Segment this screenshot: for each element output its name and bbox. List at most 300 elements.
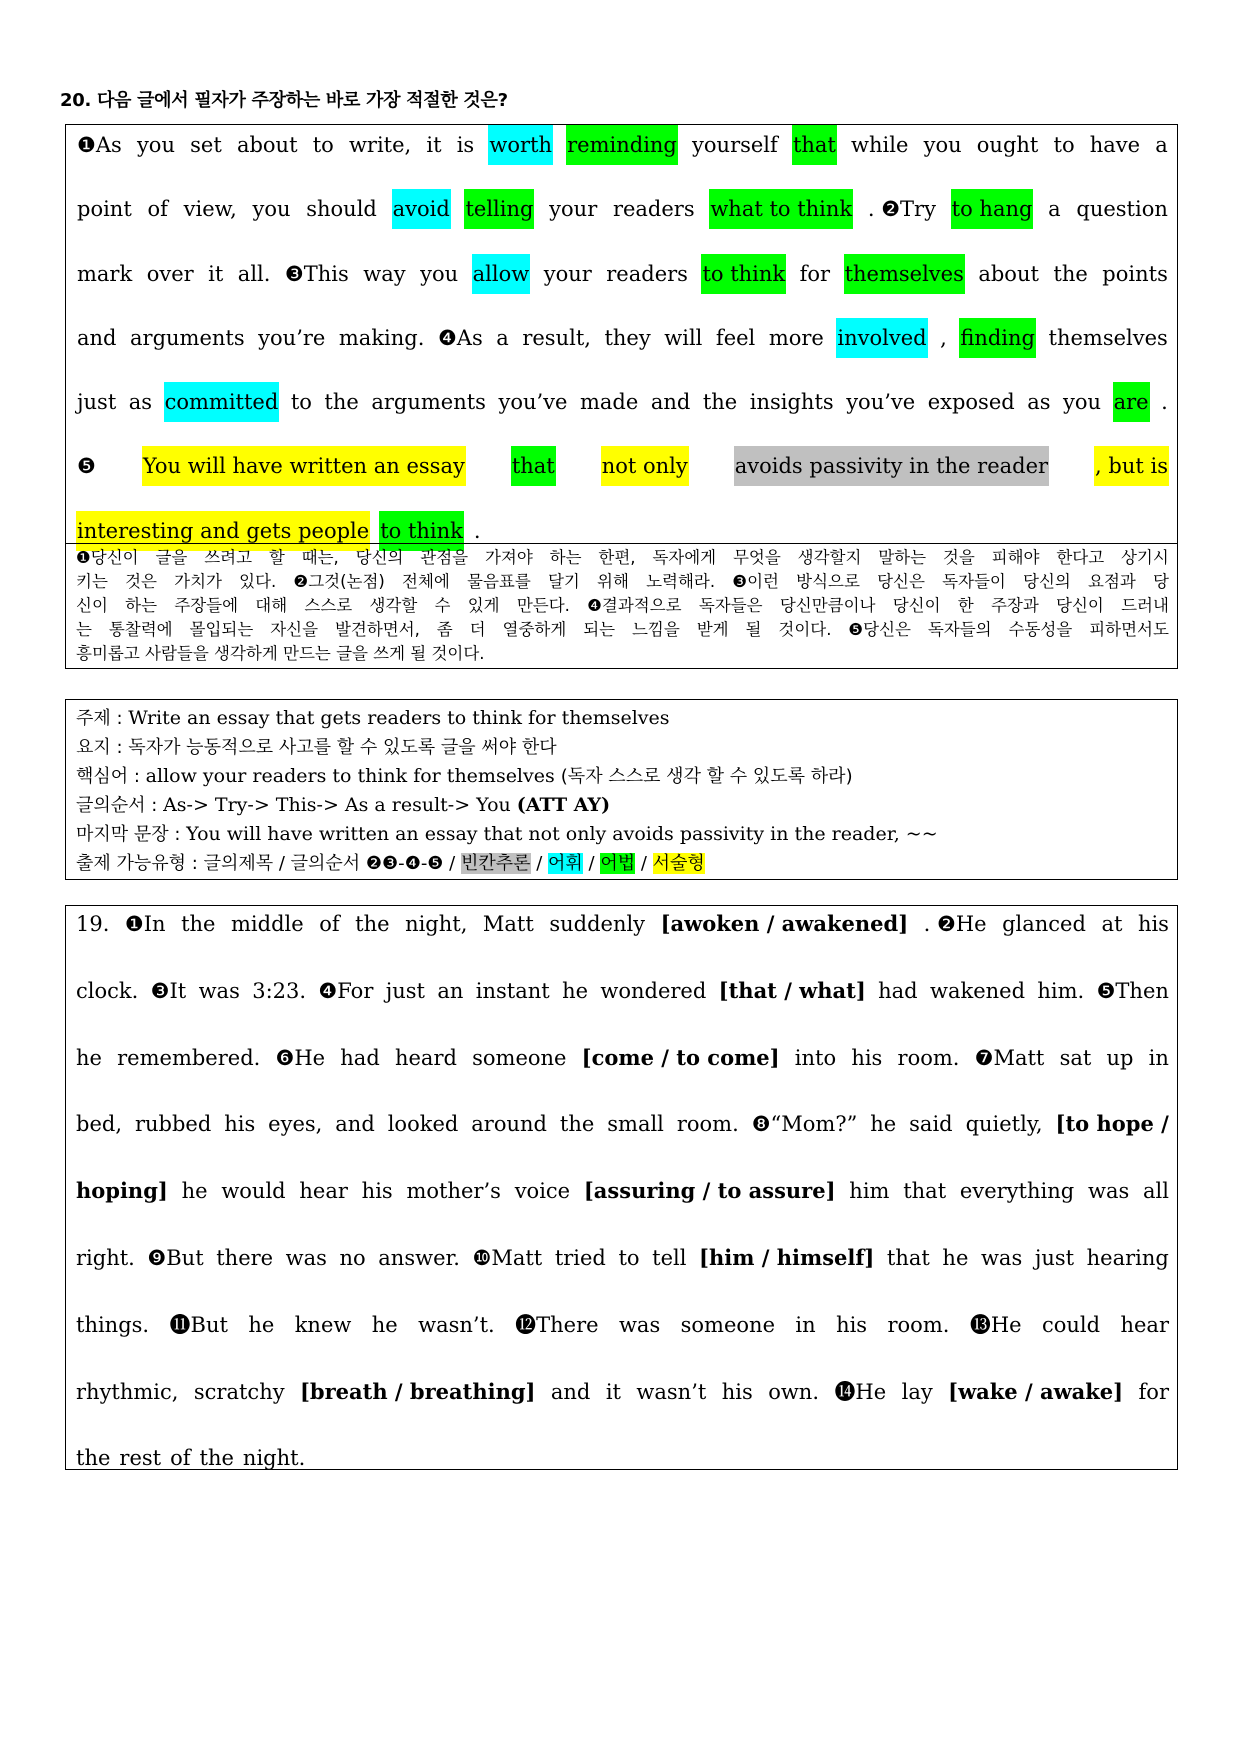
translation-word: 독자에게 [652, 548, 717, 567]
word: remembered. [117, 1045, 261, 1070]
question-type: 빈칸추론 [460, 853, 531, 874]
word: just [77, 390, 117, 415]
word: made [579, 390, 639, 415]
passage-line [76, 1173, 1169, 1240]
translation-word: 발견하면서, [334, 620, 420, 639]
word: ❺ [77, 454, 96, 479]
order-row [76, 791, 1167, 820]
word: rest [119, 1446, 162, 1471]
word: ⓬There [515, 1312, 599, 1337]
word: hear [299, 1179, 348, 1204]
translation-word: 스스로 [304, 596, 353, 615]
translation-word: 통찰력에 [108, 620, 173, 639]
word: answer. [378, 1245, 460, 1270]
word: ❸It [150, 978, 187, 1003]
word: heard [394, 1045, 457, 1070]
passage-line [76, 1374, 1169, 1441]
word: glanced [1002, 912, 1086, 936]
word: wondered [600, 978, 707, 1003]
word: ought [976, 133, 1039, 157]
gist-label: 요지 : [76, 737, 129, 758]
word: it [208, 261, 224, 286]
word: point [77, 197, 132, 222]
passage-line [76, 906, 1169, 973]
word: the [76, 1446, 111, 1471]
answer-choice-bracket: hoping] [76, 1178, 168, 1204]
word: a [1155, 133, 1168, 157]
translation-word: 쓰려고 [204, 548, 253, 567]
translation-word: 달기 [547, 572, 580, 591]
word: way [363, 261, 406, 286]
word: around [471, 1112, 547, 1137]
question-20-box [65, 124, 1178, 669]
word: all [1143, 1179, 1169, 1204]
word: tell [652, 1245, 687, 1270]
word: instant [475, 978, 550, 1003]
word: wasn’t. [418, 1312, 495, 1337]
word: mother’s [406, 1179, 501, 1204]
word: a [1048, 197, 1061, 222]
word: and [335, 1112, 375, 1137]
word: small [607, 1112, 664, 1137]
question-type: 어휘 [548, 853, 583, 874]
word: his [836, 1312, 868, 1337]
passage-line [76, 1040, 1169, 1107]
word: middle [231, 912, 304, 936]
word: 19. [76, 912, 110, 936]
translation-line: 흥미롭고 사람들을 생각하게 만드는 글을 쓰게 될 것이다. [76, 644, 485, 663]
word: looked [387, 1112, 459, 1137]
translation-word: 피해야 [991, 548, 1040, 567]
highlighted-word: to hang [951, 189, 1034, 229]
translation-word: 당신의 [1023, 572, 1071, 591]
translation-word: 열중하게 [502, 620, 567, 639]
highlighted-word: themselves [844, 254, 965, 294]
translation-word: 하는 [125, 596, 158, 615]
word: 3:23. [252, 978, 307, 1003]
word: as [1027, 390, 1051, 415]
word: room. [887, 1312, 950, 1337]
word: points [1102, 261, 1168, 286]
question-type: 어법 [600, 853, 636, 874]
translation-word: 드러내 [1121, 596, 1169, 615]
word: ⓭He [969, 1312, 1022, 1337]
translation-word: 요점과 [1088, 572, 1136, 591]
word: question [1076, 197, 1168, 222]
word: he [181, 1179, 208, 1204]
word: themselves [1048, 325, 1168, 350]
word: . [473, 518, 481, 543]
word: room. [676, 1112, 739, 1137]
word: knew [294, 1312, 352, 1337]
passage-line [76, 318, 1169, 382]
word: he [371, 1312, 398, 1337]
word: rhythmic, [76, 1379, 179, 1404]
word: should [306, 197, 377, 222]
translation-word: 는 [76, 620, 92, 639]
word: you [420, 261, 459, 286]
word: at [1101, 912, 1123, 936]
word: , [940, 325, 947, 350]
translation-word: ❶당신이 [76, 548, 139, 567]
question-19-passage [76, 906, 1169, 1507]
translation-word: 좀 [436, 620, 453, 639]
word: ⓮He [834, 1379, 887, 1404]
word: exposed [927, 390, 1015, 415]
word: suddenly [549, 912, 646, 936]
word: you’ve [498, 390, 568, 415]
word: set [190, 133, 222, 157]
word: hearing [1086, 1245, 1169, 1270]
word: for [1138, 1379, 1169, 1404]
word: was [980, 1245, 1023, 1270]
translation-word: 대해 [255, 596, 288, 615]
translation-word: 당신이 [892, 596, 941, 615]
word: tried [554, 1245, 606, 1270]
order-code: (ATT AY) [516, 794, 611, 816]
word: the [199, 1446, 234, 1471]
translation-word: 것을 [942, 548, 975, 567]
word: ❺Then [1096, 978, 1169, 1003]
translation-word: 글을 [155, 548, 188, 567]
word: his [1137, 912, 1169, 936]
word: quietly, [965, 1112, 1043, 1137]
word: hear [1120, 1312, 1169, 1337]
word: the [559, 1112, 595, 1137]
translation-word: 한편, [598, 548, 636, 567]
word: about [236, 133, 298, 157]
translation-word: 당신의 [355, 548, 404, 567]
word: . [1161, 390, 1168, 415]
word: his [851, 1045, 883, 1070]
word: an [437, 978, 464, 1003]
highlighted-word: that [511, 446, 556, 486]
word: write, [348, 133, 412, 157]
passage-line [76, 1240, 1169, 1307]
word: everything [959, 1179, 1075, 1204]
word: result, [522, 325, 591, 350]
word: rubbed [134, 1112, 212, 1137]
translation-word: 수 [434, 596, 451, 615]
order-text: As-> Try-> This-> As a result-> You [163, 794, 517, 816]
word: clock. [76, 978, 139, 1003]
word: wasn’t [636, 1379, 707, 1404]
word: the [181, 912, 216, 936]
word: night, [405, 912, 468, 936]
highlighted-word: avoid [392, 189, 451, 229]
translation-word: 가치가 [174, 572, 222, 591]
highlighted-word: , but is [1094, 446, 1169, 486]
word: he [248, 1312, 275, 1337]
translation-word: 당 [1153, 572, 1169, 591]
word: you [923, 133, 962, 157]
answer-choice-bracket: [breath / breathing] [300, 1378, 536, 1404]
word: someone [680, 1312, 775, 1337]
translation-word: 당신이 [1056, 596, 1104, 615]
word: and [550, 1379, 591, 1404]
word: insights [749, 390, 834, 415]
word: there [216, 1245, 274, 1270]
word: Matt [482, 912, 534, 936]
passage-line [76, 1106, 1169, 1173]
separator: / [635, 853, 653, 874]
word: is [456, 133, 475, 157]
question-types-label: 출제 가능유형 : [76, 853, 204, 874]
word: was [198, 978, 240, 1003]
word: they [604, 325, 651, 350]
word: things. [76, 1312, 150, 1337]
word: to [312, 133, 334, 157]
word: into [794, 1045, 837, 1070]
last-sentence-text: You will have written an essay that not only avoids passivity in the reader, ~~ [186, 823, 938, 845]
word: of [170, 1446, 191, 1471]
word: eyes, [268, 1112, 323, 1137]
passage-line [76, 1307, 1169, 1374]
word: no [339, 1245, 366, 1270]
word: he [562, 978, 589, 1003]
passage-line [76, 254, 1169, 318]
word: ❹As [437, 325, 483, 350]
keyword-text: allow your readers to think for themselves [145, 765, 561, 787]
translation-word: 받게 [696, 620, 729, 639]
answer-choice-bracket: [awoken / awakened] [660, 911, 909, 936]
translation-word: 있다. [239, 572, 277, 591]
highlighted-word: involved [836, 318, 927, 358]
translation-word: 주장들에 [174, 596, 239, 615]
highlighted-word: committed [164, 382, 280, 422]
word: ❶In [124, 912, 166, 936]
word: you’re [258, 325, 326, 350]
question-type: 서술형 [652, 853, 705, 874]
translation-word: 키는 [76, 572, 108, 591]
highlighted-word: You will have written an essay [142, 446, 466, 486]
word: someone [472, 1045, 567, 1070]
word: ❻He [275, 1045, 326, 1070]
word: lay [901, 1379, 933, 1404]
highlighted-word: worth [488, 125, 553, 165]
keyword-korean: (독자 스스로 생각 할 수 있도록 하라) [560, 766, 853, 787]
word: a [496, 325, 509, 350]
highlighted-word: to think [379, 511, 464, 551]
word: bed, [76, 1112, 122, 1137]
passage-line [76, 125, 1169, 189]
translation-word: 당신은 [877, 572, 925, 591]
word: you’ve [846, 390, 916, 415]
separator: / [273, 853, 291, 874]
word: him. [1037, 978, 1085, 1003]
translation-word: 것이다. [778, 620, 832, 639]
translation-word: 더 [469, 620, 486, 639]
word: . ❷Try [867, 197, 936, 222]
question-20-title: 20. 다음 글에서 필자가 주장하는 바로 가장 적절한 것은? [60, 90, 508, 111]
word: that [886, 1245, 930, 1270]
translation-word: 수동성을 [1008, 620, 1073, 639]
word: making. [338, 325, 425, 350]
word: about [978, 261, 1039, 286]
word: just [1034, 1245, 1075, 1270]
answer-choice-bracket: [wake / awake] [948, 1378, 1124, 1404]
word: sat [1059, 1045, 1092, 1070]
word: was [618, 1312, 661, 1337]
answer-choice-bracket: [assuring / to assure] [583, 1178, 836, 1204]
passage-line [76, 1440, 1169, 1507]
word: up [1106, 1045, 1134, 1070]
word: his [721, 1379, 753, 1404]
word: ❾But [147, 1245, 204, 1270]
translation-word: 당신만큼이나 [779, 596, 876, 615]
highlighted-word: that [792, 125, 837, 165]
translation-word: 위해 [597, 572, 629, 591]
translation-word: 느낌을 [631, 620, 680, 639]
translation-word: 독자들은 [698, 596, 763, 615]
gist-row [76, 733, 1167, 762]
last-sentence-row [76, 820, 1167, 849]
word: ⓫But [169, 1312, 228, 1337]
word: was [1087, 1179, 1130, 1204]
highlighted-word: allow [472, 254, 531, 294]
translation-word: ❹결과적으로 [587, 596, 682, 615]
answer-choice-bracket: [to hope / [1055, 1111, 1169, 1137]
highlighted-word: finding [959, 318, 1036, 358]
translation-word: 독자들이 [942, 572, 1006, 591]
word: arguments [371, 390, 486, 415]
answer-choice-bracket: [come / to come] [581, 1044, 780, 1070]
keyword-label: 핵심어 : [76, 766, 146, 787]
word: ❽“Mom?” [751, 1112, 858, 1137]
word: right. [76, 1245, 135, 1270]
word: in [795, 1312, 816, 1337]
word: wakened [929, 978, 1026, 1003]
word: for [799, 261, 831, 286]
passage-line [76, 189, 1169, 253]
question-19-box [65, 905, 1178, 1470]
translation-word: 생각할 [369, 596, 418, 615]
word: and [77, 325, 117, 350]
translation-word: ❷그것(논점) [293, 572, 385, 591]
word: he [942, 1245, 969, 1270]
translation-word: 관점을 [420, 548, 469, 567]
highlighted-word: not only [601, 446, 689, 486]
word: was [285, 1245, 327, 1270]
word: the [702, 390, 738, 415]
translation-word: 주장과 [990, 596, 1039, 615]
word: have [1089, 133, 1141, 157]
translation-word: 될 [745, 620, 762, 639]
translation-word: 무엇을 [732, 548, 781, 567]
passage-line [76, 446, 1169, 510]
separator: / [530, 853, 549, 874]
highlighted-word: telling [464, 189, 534, 229]
passage-line [76, 382, 1169, 446]
word: his [224, 1112, 256, 1137]
word: just [385, 978, 425, 1003]
word: you [252, 197, 291, 222]
word: more [768, 325, 824, 350]
word: ❹For [318, 978, 374, 1003]
passage-line [76, 973, 1169, 1040]
translation-word: 말하는 [878, 548, 927, 567]
word: will [664, 325, 703, 350]
word: readers [606, 261, 688, 286]
translation-line [76, 546, 1169, 570]
question-type: 글의순서 ❷❸-❹-❺ [290, 853, 444, 874]
word: his [361, 1179, 393, 1204]
translation-word: 방식으로 [796, 572, 860, 591]
question-type: 글의제목 [203, 853, 274, 874]
last-sentence-label: 마지막 문장 : [76, 824, 187, 845]
word: ❼Matt [974, 1045, 1045, 1070]
translation-word: 때는, [301, 548, 339, 567]
word: to [1053, 133, 1075, 157]
translation-word: 있게 [467, 596, 500, 615]
word: all. [237, 261, 271, 286]
topic-text: Write an essay that gets readers to think for themselves [128, 707, 670, 729]
word: it [605, 1379, 621, 1404]
translation-word: 물음표를 [467, 572, 531, 591]
separator: / [582, 853, 601, 874]
word: he [870, 1112, 897, 1137]
summary-box [65, 699, 1178, 880]
translation-word: 가져야 [484, 548, 533, 567]
question-types-row [76, 849, 1167, 878]
translation-word: 노력해라. [646, 572, 716, 591]
word: while [851, 133, 909, 157]
translation-word: ❸이런 [732, 572, 779, 591]
word: of [147, 197, 168, 222]
word: in [1148, 1045, 1169, 1070]
word: and [650, 390, 691, 415]
word: your [543, 261, 592, 286]
translation-line [76, 618, 1169, 642]
translation-word: 상기시 [1120, 548, 1169, 567]
word: the [355, 912, 390, 936]
word: over [146, 261, 194, 286]
gist-text: 독자가 능동적으로 사고를 할 수 있도록 글을 써야 한다 [128, 737, 557, 758]
translation-word: ❺당신은 [848, 620, 911, 639]
highlighted-word: to think [701, 254, 786, 294]
word: he [76, 1045, 102, 1070]
word: could [1041, 1312, 1101, 1337]
highlighted-word: reminding [566, 125, 678, 165]
word: feel [715, 325, 756, 350]
highlighted-word: what to think [709, 189, 853, 229]
word: view, [183, 197, 237, 222]
word: scratchy [193, 1379, 285, 1404]
translation-word: 한다고 [1056, 548, 1105, 567]
word: to [618, 1245, 640, 1270]
translation-word: 만든다. [516, 596, 570, 615]
word: your [549, 197, 598, 222]
word: yourself [692, 133, 778, 157]
keyword-row [76, 762, 1167, 791]
word: ❿Matt [472, 1245, 543, 1270]
question-20-passage [76, 125, 1169, 575]
word: had [340, 1045, 380, 1070]
translation-word: 피하면서도 [1089, 620, 1169, 639]
word: voice [514, 1179, 571, 1204]
word: would [221, 1179, 286, 1204]
question-20-translation [66, 543, 1177, 666]
word: own. [768, 1379, 820, 1404]
translation-word: 되는 [583, 620, 616, 639]
translation-word: 하는 [549, 548, 582, 567]
word: of [319, 912, 340, 936]
word: readers [612, 197, 695, 222]
translation-word: 전체에 [402, 572, 450, 591]
word: the [324, 390, 359, 415]
translation-word: 몰입되는 [189, 620, 254, 639]
translation-word: 할 [268, 548, 285, 567]
